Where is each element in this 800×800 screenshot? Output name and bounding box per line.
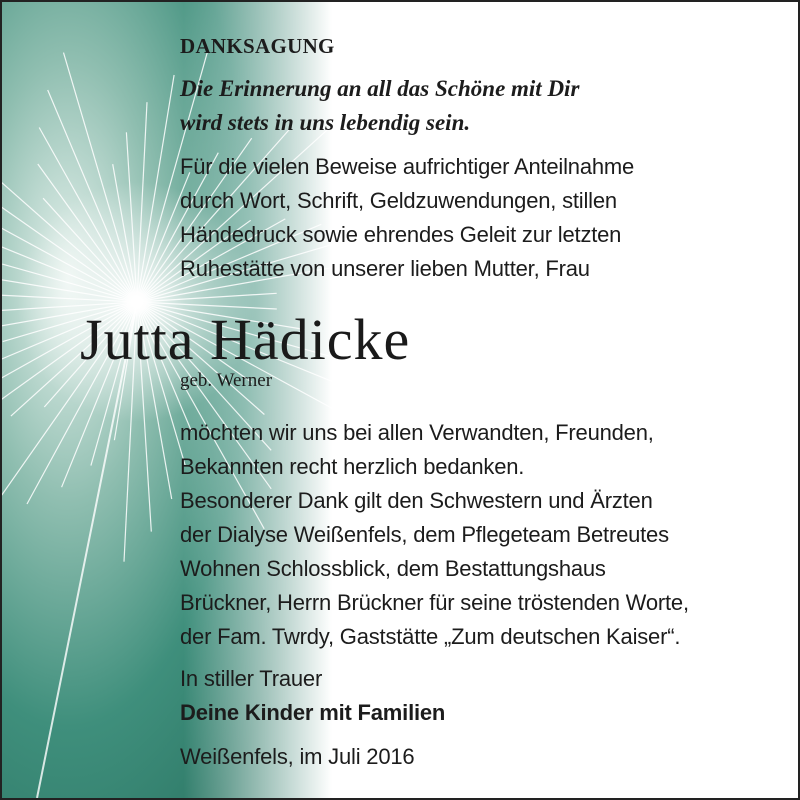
mourning-line: In stiller Trauer [180, 666, 323, 691]
thanks-line: Brückner, Herrn Brückner für seine tröstenden Worte, [180, 590, 689, 615]
thanks-line: der Fam. Twrdy, Gaststätte „Zum deutschen Kaiser“. [180, 624, 681, 649]
intro-line: durch Wort, Schrift, Geldzuwendungen, stillen [180, 188, 617, 213]
intro-line: Händedruck sowie ehrendes Geleit zur letzten [180, 222, 622, 247]
deceased-name: Jutta Hädicke [80, 307, 411, 372]
intro-line: Ruhestätte von unserer lieben Mutter, Frau [180, 256, 590, 281]
place-date: Weißenfels, im Juli 2016 [180, 744, 415, 769]
thanks-line: möchten wir uns bei allen Verwandten, Freunden, [180, 420, 654, 445]
thanks-line: Bekannten recht herzlich bedanken. [180, 454, 525, 479]
quote-line: Die Erinnerung an all das Schöne mit Dir [180, 76, 580, 101]
intro-line: Für die vielen Beweise aufrichtiger Anteilnahme [180, 154, 635, 179]
quote-line: wird stets in uns lebendig sein. [180, 110, 471, 135]
birth-name: geb. Werner [180, 370, 273, 391]
heading-danksagung: DANKSAGUNG [180, 34, 335, 58]
signature: Deine Kinder mit Familien [180, 700, 446, 725]
thanks-line: Besonderer Dank gilt den Schwestern und Ärzten [180, 488, 653, 513]
thanks-line: der Dialyse Weißenfels, dem Pflegeteam Betreutes [180, 522, 669, 547]
thanks-line: Wohnen Schlossblick, dem Bestattungshaus [180, 556, 606, 581]
